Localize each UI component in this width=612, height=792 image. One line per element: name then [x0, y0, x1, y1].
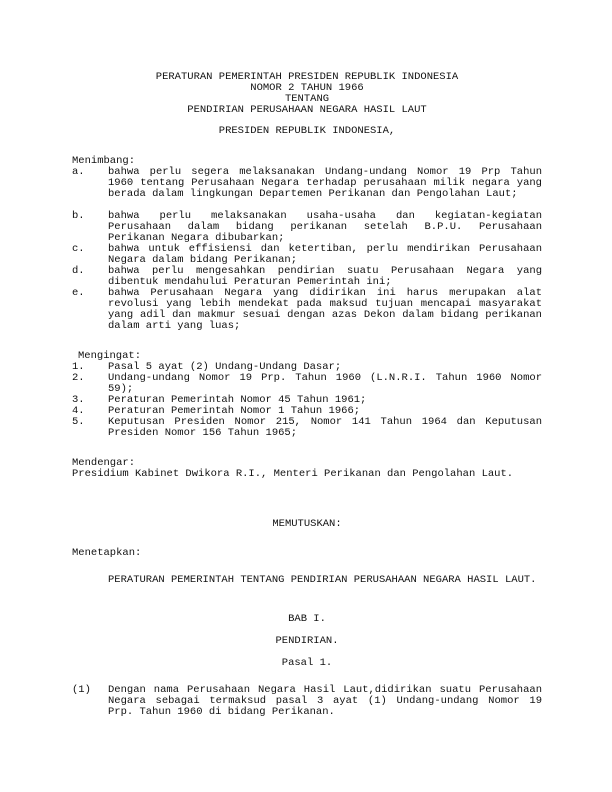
memutuskan-heading: MEMUTUSKAN:: [272, 518, 342, 530]
menimbang-item-e: bahwa Perusahaan Negara yang didirikan ini harus merupakan alat revolusi yang lebih mendekat pada maksud tujuan mencapai masyarakat yang adil dan makmur sesuai dengan azas Dekon dalam bidang perikanan dalam arti yang luas;: [108, 287, 542, 332]
mendengar-label: Mendengar:: [72, 457, 136, 469]
pasal-item-mark-1: (1): [72, 684, 91, 696]
menimbang-mark-d: d.: [72, 265, 85, 277]
menimbang-mark-e: e.: [72, 287, 85, 299]
mengingat-mark-5: 5.: [72, 416, 85, 428]
menimbang-item-b: bahwa perlu melaksanakan usaha-usaha dan kegiatan-kegiatan Perusahaan dalam bidang perikanan setelah B.P.U. Perusahaan Perikanan Negara dibubarkan;: [108, 210, 542, 244]
header-title-line3: TENTANG: [284, 93, 330, 105]
menimbang-item-a: bahwa perlu segera melaksanakan Undang-undang Nomor 19 Prp Tahun 1960 tentang Perusahaan Negara terhadap perusahaan milik negara yang berada dalam lingkungan Departemen Perikanan dan Pengolahan Laut;: [108, 166, 542, 200]
menimbang-mark-c: c.: [72, 243, 85, 255]
header-title-line2: NOMOR 2 TAHUN 1966: [250, 82, 364, 94]
menimbang-mark-a: a.: [72, 166, 85, 178]
menimbang-mark-b: b.: [72, 210, 85, 222]
mengingat-item-2: Undang-undang Nomor 19 Prp. Tahun 1960 (L.N.R.I. Tahun 1960 Nomor 59);: [108, 372, 542, 395]
mengingat-mark-3: 3.: [72, 394, 85, 406]
pasal-item-1: Dengan nama Perusahaan Negara Hasil Laut,didirikan suatu Perusahaan Negara sebagai termaksud pasal 3 ayat (1) Undang-undang Nomor 19 Prp. Tahun 1960 di bidang Perikanan.: [108, 684, 542, 718]
mengingat-mark-4: 4.: [72, 405, 85, 417]
mengingat-mark-1: 1.: [72, 361, 85, 373]
menimbang-label: Menimbang:: [72, 155, 136, 167]
mengingat-label: Mengingat:: [78, 350, 142, 362]
menetapkan-text: PERATURAN PEMERINTAH TENTANG PENDIRIAN PERUSAHAAN NEGARA HASIL LAUT.: [108, 574, 537, 586]
president-heading: PRESIDEN REPUBLIK INDONESIA,: [218, 125, 396, 137]
menetapkan-label: Menetapkan:: [72, 547, 142, 559]
mengingat-item-1: Pasal 5 ayat (2) Undang-Undang Dasar;: [108, 361, 342, 373]
menimbang-item-d: bahwa perlu mengesahkan pendirian suatu Perusahaan Negara yang dibentuk mendahului Peraturan Pemerintah ini;: [108, 265, 542, 288]
bab-title: PENDIRIAN.: [275, 635, 339, 647]
menimbang-item-c: bahwa untuk effisiensi dan ketertiban, perlu mendirikan Perusahaan Negara dalam bidang Perikanan;: [108, 243, 542, 266]
mengingat-mark-2: 2.: [72, 372, 85, 384]
mengingat-item-3: Peraturan Pemerintah Nomor 45 Tahun 1961;: [108, 394, 367, 406]
header-title-line1: PERATURAN PEMERINTAH PRESIDEN REPUBLIK INDONESIA: [155, 71, 459, 83]
pasal-heading: Pasal 1.: [281, 657, 333, 669]
mengingat-item-4: Peraturan Pemerintah Nomor 1 Tahun 1966;: [108, 405, 361, 417]
mendengar-text: Presidium Kabinet Dwikora R.I., Menteri Perikanan dan Pengolahan Laut.: [72, 468, 514, 480]
mengingat-item-5: Keputusan Presiden Nomor 215, Nomor 141 Tahun 1964 dan Keputusan Presiden Nomor 156 Tahun 1965;: [108, 416, 542, 439]
header-title-line4: PENDIRIAN PERUSAHAAN NEGARA HASIL LAUT: [187, 104, 427, 116]
bab-heading: BAB I.: [288, 613, 326, 625]
